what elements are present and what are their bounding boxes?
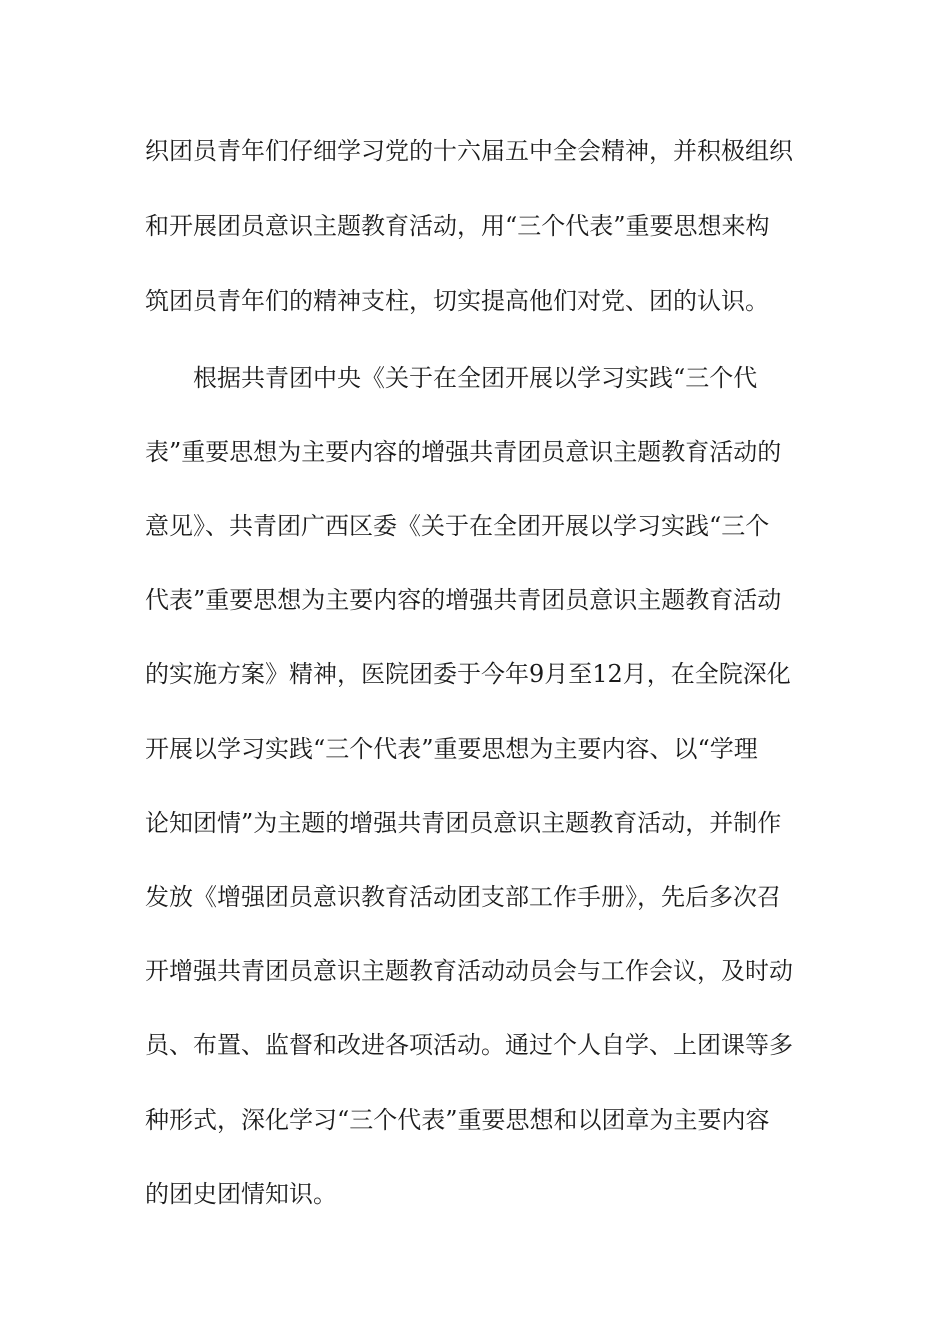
text-line: 的实施方案》精神，医院团委于今年9月至12月，在全院深化: [145, 660, 791, 688]
text-line: 种形式，深化学习“三个代表”重要思想和以团章为主要内容: [145, 1106, 770, 1134]
text-line: 代表”重要思想为主要内容的增强共青团员意识主题教育活动: [145, 586, 782, 614]
text-line: 表”重要思想为主要内容的增强共青团员意识主题教育活动的: [145, 438, 782, 466]
text-line: 开展以学习实践“三个代表”重要思想为主要内容、以“学理: [145, 735, 758, 763]
text-line: 员、布置、监督和改进各项活动。通过个人自学、上团课等多: [145, 1031, 793, 1059]
text-line: 开增强共青团员意识主题教育活动动员会与工作会议，及时动: [145, 957, 793, 985]
text-line: 织团员青年们仔细学习党的十六届五中全会精神，并积极组织: [145, 137, 793, 165]
text-line: 和开展团员意识主题教育活动，用“三个代表”重要思想来构: [145, 212, 770, 240]
text-line: 根据共青团中央《关于在全团开展以学习实践“三个代: [193, 364, 758, 392]
text-line: 的团史团情知识。: [145, 1180, 337, 1208]
text-line: 意见》、共青团广西区委《关于在全团开展以学习实践“三个: [145, 512, 770, 540]
text-line: 发放《增强团员意识教育活动团支部工作手册》，先后多次召: [145, 883, 781, 911]
text-line: 论知团情”为主题的增强共青团员意识主题教育活动，并制作: [145, 809, 782, 837]
text-line: 筑团员青年们的精神支柱，切实提高他们对党、团的认识。: [145, 287, 769, 315]
